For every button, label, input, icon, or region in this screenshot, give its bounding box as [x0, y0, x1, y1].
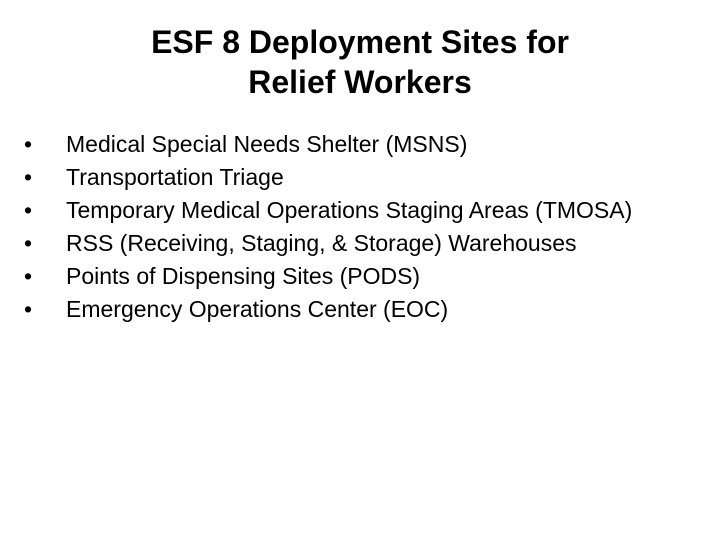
bullet-text: Medical Special Needs Shelter (MSNS): [66, 131, 468, 157]
bullet-text: Temporary Medical Operations Staging Areas (TMOSA): [66, 197, 633, 223]
bullet-dot-icon: •: [23, 230, 33, 256]
bullet-dot-icon: •: [23, 131, 33, 157]
slide-title-line-1: ESF 8 Deployment Sites for: [151, 24, 569, 60]
bullet-list: [18, 128, 708, 326]
slide-title-line-2: Relief Workers: [248, 64, 472, 100]
bullet-item-eoc: [18, 293, 708, 326]
bullet-dot-icon: •: [23, 164, 33, 190]
bullet-text: RSS (Receiving, Staging, & Storage) Warehouses: [66, 230, 577, 256]
bullet-text: Transportation Triage: [66, 164, 284, 190]
bullet-dot-icon: •: [23, 296, 33, 322]
slide-title: [60, 22, 660, 102]
bullet-item-transportation-triage: [18, 161, 708, 194]
bullet-text: Emergency Operations Center (EOC): [66, 296, 449, 322]
bullet-item-msns: [18, 128, 708, 161]
bullet-item-tmosa: [18, 194, 708, 227]
bullet-text: Points of Dispensing Sites (PODS): [66, 263, 421, 289]
bullet-dot-icon: •: [23, 263, 33, 289]
bullet-dot-icon: •: [23, 197, 33, 223]
bullet-item-pods: [18, 260, 708, 293]
bullet-item-rss-warehouses: [18, 227, 708, 260]
